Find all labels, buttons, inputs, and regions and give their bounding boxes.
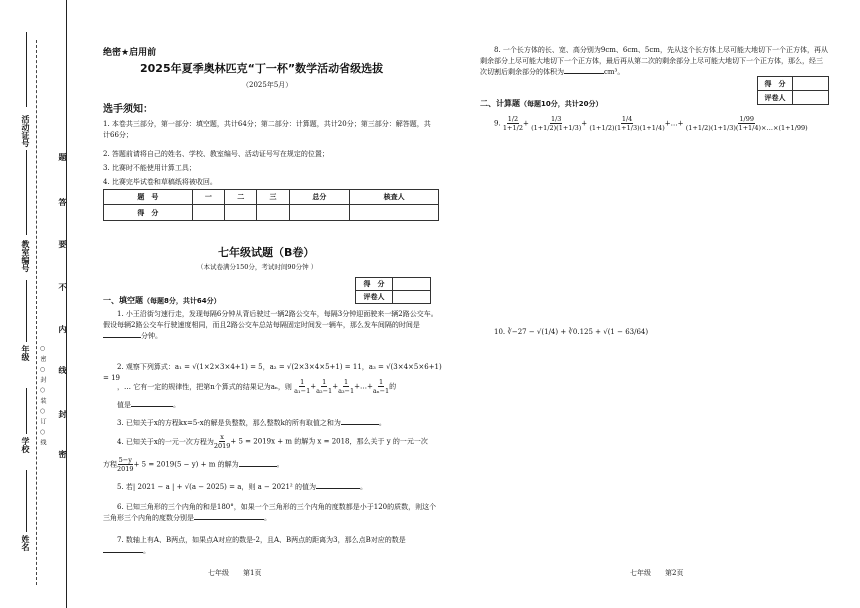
grader-score-cell[interactable]: [793, 77, 829, 91]
question-10-expr: ∛−27 − √(1/4) + ∛0.125 + √(1 − 63/64): [507, 328, 649, 336]
question-4-text-c: 方程: [103, 460, 117, 469]
instruction-1: 1. 本卷共三部分，第一部分：填空题，共计64分；第二部分：计算题，共计20分；第三部分：解答题，共计66分；: [103, 120, 431, 139]
fraction: $\frac{1}{\text{a₃−1}}$: [338, 378, 355, 395]
question-9: 9. $\frac{1/2}{1+1/2}$ + $\frac{1/3}{(1+1/2)(1+1/3)}$ + $\frac{1/4}{(1+1/2)(1+1/3)(1+1/4)}$ +…+ $\frac{1/99}{(1+1/2)(1+1/3)(1+1/4)\times\dots\times(1+1/99)}$: [494, 115, 808, 132]
fraction: $\frac{1}{\text{a₁−1}}$: [294, 378, 311, 395]
score-table-header: 总分: [289, 190, 350, 205]
instruction-2: 2. 答题前请将自己的姓名、学校、教室编号、活动证号写在规定的位置；: [103, 150, 329, 158]
seal-dashed-line: [36, 40, 37, 585]
score-cell[interactable]: [225, 205, 257, 221]
question-2-eq1: a₁ = √(1×2×3×4+1) = 5，: [174, 363, 270, 371]
question-1: [103, 309, 439, 342]
fraction: $\frac{5-y}{2019}$: [117, 456, 134, 473]
section2-heading: [480, 98, 602, 109]
fraction: $\frac{1/2}{1+1/2}$: [502, 115, 523, 132]
question-3-text: 3. 已知关于x的方程kx=5-x的解是负整数，那么整数k的所有取值之和为: [117, 419, 341, 427]
question-8-text: 8. 一个长方体的长、宽、高分别为9cm、6cm、5cm，先从这个长方体上尽可能大地切下一个正方体，再从剩余部分上尽可能大地切下一个正方体，最后再从第二次的剩余部分上尽可能大地切下一个正方体，那么，经三次切割后剩余部分的体积为: [480, 46, 828, 76]
score-table-header: 核查人: [350, 190, 439, 205]
question-8: [480, 45, 828, 78]
answer-blank-1[interactable]: [103, 337, 141, 338]
question-1-text: 1. 小王沿街匀速行走，发现每隔6分钟从背后驶过一辆2路公交车，每隔3分钟迎面驶来一辆2路公交车。假设每辆2路公交车行驶速度相同，而且2路公交车总站每隔固定时间发一辆车，那么发车间隔的时间是: [103, 310, 438, 329]
warning-char-2: 答: [58, 198, 67, 206]
answer-blank-2[interactable]: [131, 406, 173, 407]
question-2-text: 2. 观察下列算式：: [117, 363, 175, 371]
school-field[interactable]: [26, 388, 27, 434]
answer-blank-8[interactable]: [564, 73, 604, 74]
grader-score-label: 得 分: [356, 278, 393, 291]
section1-note: （每题8分，共计64分）: [143, 297, 221, 305]
seal-line-text: ○ 密 ○ 封 ○ 装 ○ 订 ○ 线: [39, 345, 46, 447]
question-2-end: 值是 。: [103, 400, 439, 411]
question-2-text-c: 值是: [117, 401, 131, 409]
score-cell[interactable]: [257, 205, 289, 221]
page-title: 2025年夏季奥林匹克“丁一杯”数学活动省级选拔: [140, 62, 384, 75]
score-cell[interactable]: [192, 205, 224, 221]
score-cell[interactable]: [289, 205, 350, 221]
question-4-text-b: + 5 = 2019x + m 的解为 x = 2018，那么关于 y 的一元一次: [230, 437, 428, 446]
question-4: [103, 433, 448, 450]
grader-score-label: 得 分: [758, 77, 793, 91]
score-table-header: 二: [225, 190, 257, 205]
question-2-eq3: a₃ = √(3×4×5×6+1) = 19: [103, 363, 442, 382]
question-2-text-b: ，… 它有一定的规律性，把第n个算式的结果记为aₙ，则: [117, 382, 292, 391]
answer-blank-3[interactable]: [341, 424, 379, 425]
warning-char-3: 要: [58, 240, 67, 248]
grader-box-left: [355, 277, 431, 304]
answer-blank-5[interactable]: [316, 488, 360, 489]
school-label: 学校: [21, 437, 30, 453]
instruction-4: 4. 比赛完毕试卷和草稿纸将被收回。: [103, 178, 217, 186]
score-row-label: 得 分: [104, 205, 193, 221]
question-10-label: 10.: [494, 328, 506, 336]
question-4-text: 4. 已知关于x的一元一次方程为: [117, 437, 214, 446]
warning-char-8: 密: [58, 450, 67, 458]
warning-char-4: 不: [58, 283, 67, 291]
activity-id-label: 活动证号: [21, 115, 30, 147]
page-footer-left: 七年级 第1页: [208, 569, 262, 577]
answer-blank-4[interactable]: [239, 466, 277, 467]
question-2-cont: ，… 它有一定的规律性，把第n个算式的结果记为aₙ，则 $\frac{1}{\text{a₁−1}}$ + $\frac{1}{\text{a₂−1}}$ + $\frac{1}{\text{a₃−1}}$ +…+ $\frac{1}{\text{aₙ−1}}$ 的: [103, 378, 448, 395]
activity-id-field[interactable]: [26, 32, 27, 107]
score-table-header: 题 号: [104, 190, 193, 205]
teacher-id-field[interactable]: [26, 150, 27, 235]
question-6: 6. 已知三角形的三个内角的和是180°，如果一个三角形的三个内角的度数都是小于120的质数，则这个三角形三个内角的度数分别是 。: [103, 503, 437, 522]
score-table-header: 一: [192, 190, 224, 205]
score-table: [103, 189, 439, 221]
question-2-eq2: a₂ = √(2×3×4×5+1) = 11，: [269, 363, 369, 371]
question-7-text: 7. 数轴上有A、B两点，如果点A对应的数是-2，且A、B两点的距离为3，那么点B对应的数是: [117, 536, 406, 544]
warning-char-5: 内: [58, 325, 67, 333]
grader-label: 评卷人: [758, 91, 793, 105]
grader-cell[interactable]: [793, 91, 829, 105]
exam-title: 七年级试题（B卷）: [218, 246, 315, 259]
answer-blank-7[interactable]: [103, 552, 143, 553]
grader-box-right: [757, 76, 829, 105]
question-10: [494, 328, 648, 336]
question-8-unit: cm³。: [604, 68, 625, 76]
question-7: 7. 数轴上有A、B两点，如果点A对应的数是-2，且A、B两点的距离为3，那么点B对应的数是。: [103, 535, 439, 557]
grader-cell[interactable]: [393, 291, 431, 304]
question-5-text: 5. 若| 2021 − a | + √(a − 2025) = a，则 a − 2021² 的值为: [117, 483, 316, 491]
exam-subtitle: （本试卷满分150分，考试时间90分钟 ）: [197, 263, 318, 271]
section2-title: 二、计算题: [480, 99, 520, 108]
grader-score-cell[interactable]: [393, 278, 431, 291]
instruction-3: 3. 比赛时不能使用计算工具；: [103, 164, 196, 172]
question-1-end: 分钟。: [141, 332, 162, 340]
question-4-text-d: + 5 = 2019(5 − y) + m 的解为: [133, 460, 239, 469]
page-footer-right: 七年级 第2页: [630, 569, 684, 577]
score-cell[interactable]: [350, 205, 439, 221]
fraction: $\frac{1}{\text{aₙ−1}}$: [372, 378, 390, 395]
exam-date: （2025年5月）: [242, 81, 293, 89]
question-9-label: 9.: [494, 119, 501, 128]
grade-field[interactable]: [26, 280, 27, 342]
margin-rule: [66, 0, 67, 608]
grade-label: 年级: [21, 345, 30, 361]
answer-blank-6[interactable]: [194, 519, 264, 520]
teacher-id-label: 教室编号: [21, 240, 30, 272]
secret-label: 绝密★启用前: [103, 48, 157, 58]
fraction: $\frac{1/3}{(1+1/2)(1+1/3)}$: [531, 115, 582, 132]
fraction: $\frac{1/4}{(1+1/2)(1+1/3)(1+1/4)}$: [589, 115, 665, 132]
section2-note: （每题10分，共计20分）: [520, 100, 603, 108]
question-3: 3. 已知关于x的方程kx=5-x的解是负整数，那么整数k的所有取值之和为 。: [103, 418, 439, 429]
fraction: $\frac{1}{\text{a₂−1}}$: [316, 378, 333, 395]
fraction: $\frac{x}{2019}$: [213, 433, 231, 450]
grader-label: 评卷人: [356, 291, 393, 304]
warning-char-7: 封: [58, 410, 67, 418]
warning-char-6: 线: [58, 366, 67, 374]
instructions-title: 选手须知：: [103, 104, 153, 115]
section1-title: 一、填空题: [103, 296, 143, 305]
score-table-header: 三: [257, 190, 289, 205]
fraction: $\frac{1/99}{(1+1/2)(1+1/3)(1+1/4)\times\dots\times(1+1/99)}$: [685, 115, 808, 132]
question-5: 5. 若| 2021 − a | + √(a − 2025) = a，则 a − 2021² 的值为 。: [103, 482, 439, 493]
question-4-cont: 方程 $\frac{5-y}{2019}$ + 5 = 2019(5 − y) + m 的解为 。: [103, 456, 284, 473]
name-field[interactable]: [26, 470, 27, 532]
question-6-text: 6. 已知三角形的三个内角的和是180°，如果一个三角形的三个内角的度数都是小于120的质数，则这个三角形三个内角的度数分别是: [103, 503, 437, 522]
warning-char-1: 题: [58, 153, 67, 161]
name-label: 姓名: [21, 535, 30, 551]
section1-heading: [103, 295, 221, 306]
